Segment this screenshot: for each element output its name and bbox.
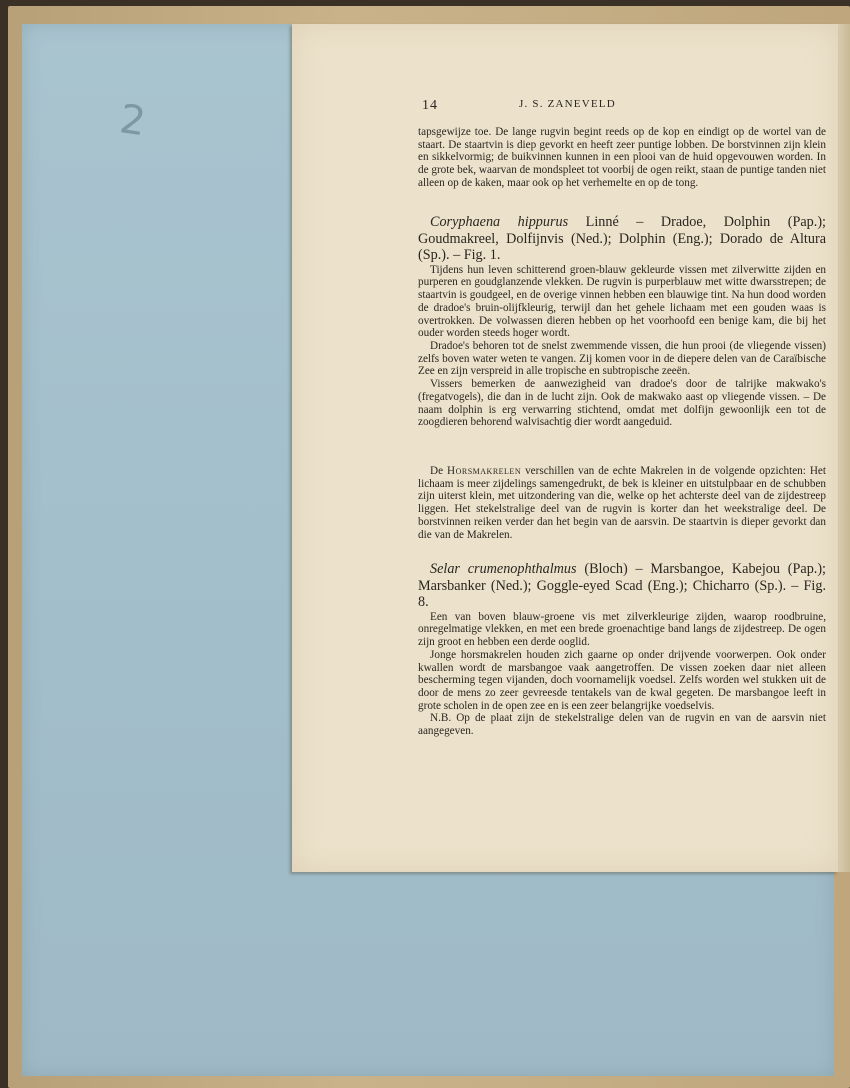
selar-species: Selar crumenophthalmus [430,561,577,577]
horsmakrelen-term: Horsmakrelen [447,465,522,477]
horsmakrelen-text: verschillen van de echte Makrelen in de volgende opzichten: Het lichaam is meer zijdelings samengedrukt, de bek is kleiner en uitstulpbaar en de schubben zijn uiterst klein, met uitzondering van die, welke op het achterste deel van de zijdestreep liggen. Het stekelstralige deel van de rugvin is korter dan het weekstralige deel. De borstvinnen reiken verder dan het begin van de aarsvin. De staartvin is dieper gevorkt dan die van de Makrelen. [418,465,827,541]
selar-common-names: (Bloch) – Marsbangoe, Kabejou (Pap.); Marsbanker (Ned.); Goggle-eyed Scad (Eng.); Chicharro (Sp.). – Fig. 8. [418,561,826,611]
coryphaena-species: Coryphaena hippurus [430,214,569,230]
coryphaena-heading [418,214,826,264]
selar-paragraph: Een van boven blauw-groene vis met zilverkleurige zijden, waarop roodbruine, onregelmatige vlekken, en met een brede groenachtige band langs de zijdestreep. De ogen zijn groot en hebben een derde ooglid. [418,610,826,649]
pencil-mark: 2 [116,96,149,146]
coryphaena-paragraph: Vissers bemerken de aanwezigheid van dradoe's door de talrijke makwako's (fregatvogels), die dan in de lucht zijn. Ook de makwako aast op vliegende vissen. – De naam dolphin is erg verwarring stichtend, omdat met dolfijn gewoonlijk een tot de zoogdieren behorend walvisachtig dier wordt aangeduid. [418,378,826,429]
selar-heading [418,561,826,611]
horsmakrelen-paragraph [418,465,826,541]
horsmakrelen-lead: De [430,465,448,477]
intro-text: tapsgewijze toe. De lange rugvin begint reeds op de kop en eindigt op de wortel van de staart. De staartvin is diep gevorkt en heeft zeer puntige lobben. De borstvinnen zijn klein en sikkelvormig; de buikvinnen kunnen in een plooi van de huid opgevouwen worden. In de grote bek, waarvan de mondspleet tot voorbij de ogen reikt, staan de puntige tanden niet alleen op de kaken, maar ook op het verhemelte en op de tong. [418,126,826,189]
page-edge [838,24,850,872]
book-page [292,24,838,872]
horsmakrelen-section [418,465,826,541]
page-number: 14 [422,98,438,113]
coryphaena-section [418,214,826,429]
running-head-author: J. S. ZANEVELD [519,98,616,110]
coryphaena-common-names: Linné – Dradoe, Dolphin (Pap.); Goudmakreel, Dolfijnvis (Ned.); Dolphin (Eng.); Dorado de Altura (Sp.). – Fig. 1. [418,214,826,264]
coryphaena-paragraph: Dradoe's behoren tot de snelst zwemmende vissen, die hun prooi (de vliegende vissen) zelfs boven water weten te vangen. Zij komen voor in de diepere delen van de Caraïbische Zee en zijn verspreid in alle tropische en subtropische zeeën. [418,340,826,378]
intro-paragraph [418,126,826,190]
coryphaena-paragraph: Tijdens hun leven schitterend groen-blauw gekleurde vissen met zilverwitte zijden en purperen en goudglanzende vlekken. De rugvin is purperblauw met witte dwarsstrepen; de staartvin is goudgeel, en de overige vinnen hebben een blauwige tint. Na hun dood worden de dradoe's bruin-olijfkleurig, terwijl dan het gehele lichaam met een gouden waas is overtrokken. De volwassen dieren hebben op het voorhoofd een benige kam, die bij het ouder worden steeds hoger wordt. [418,263,826,340]
selar-paragraph: N.B. Op de plaat zijn de stekelstralige delen van de rugvin en van de aarsvin niet aangegeven. [418,712,826,738]
selar-paragraph: Jonge horsmakrelen houden zich gaarne op onder drijvende voorwerpen. Ook onder kwallen wordt de marsbangoe vaak aangetroffen. De vissen zoeken daar niet alleen bescherming tegen vijanden, doch voornamelijk voedsel. Zelfs worden wel stukken uit de door de mens zo zeer gevreesde tentakels van de kwal gegeten. De marsbangoe leeft in grote scholen in de open zee en is een zeer belangrijke voedselvis. [418,648,826,712]
selar-section [418,561,826,738]
